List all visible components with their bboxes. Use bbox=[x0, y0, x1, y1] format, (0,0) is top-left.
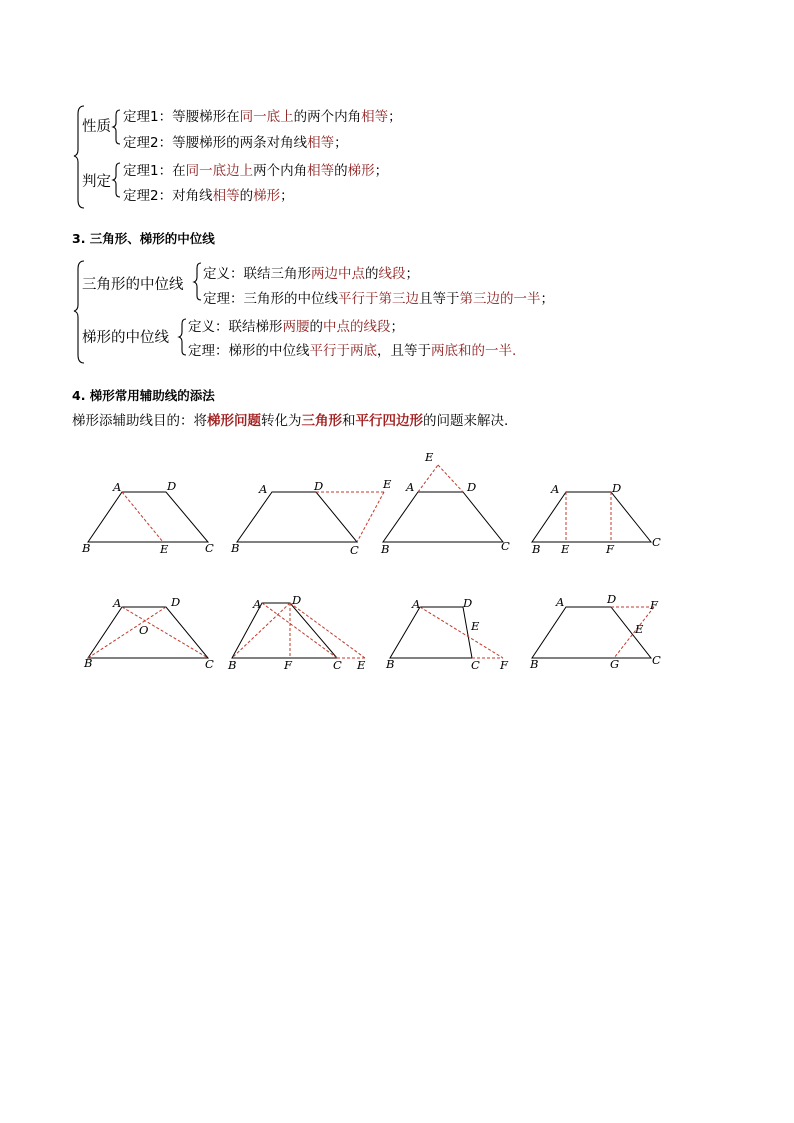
fig4-label-C: C bbox=[652, 535, 661, 549]
fig2-label-E: E bbox=[383, 477, 392, 491]
fig5-label-D: D bbox=[171, 595, 181, 609]
fig2-aux-EC bbox=[357, 492, 384, 542]
fig4-label-A: A bbox=[551, 482, 560, 496]
xingzhi-theorem-2: 定理2：等腰梯形的两条对角线相等； bbox=[123, 135, 348, 151]
fig4-label-B: B bbox=[532, 542, 541, 556]
panding-theorem-1: 定理1：在同一底边上两个内角相等的梯形； bbox=[123, 163, 389, 179]
fig3-label-E: E bbox=[425, 450, 434, 464]
fig5-aux-AC bbox=[122, 607, 208, 658]
fig6-label-C: C bbox=[333, 658, 342, 672]
section-3-heading: 3. 三角形、梯形的中位线 bbox=[72, 231, 215, 246]
trap-midline-definition: 定义：联结梯形两腰的中点的线段； bbox=[188, 319, 404, 335]
fig4-label-D: D bbox=[612, 481, 622, 495]
fig6-aux-DE bbox=[290, 603, 365, 658]
panding-theorem-2: 定理2：对角线相等的梯形； bbox=[123, 188, 294, 204]
fig8-label-C: C bbox=[652, 653, 661, 667]
fig8-label-D: D bbox=[607, 592, 617, 606]
fig3-trapezoid bbox=[383, 492, 503, 542]
fig5-label-B: B bbox=[84, 656, 93, 670]
fig5-label-A: A bbox=[113, 596, 122, 610]
fig8-label-B: B bbox=[530, 657, 539, 671]
xingzhi-brace-icon bbox=[113, 110, 120, 144]
fig6-aux-DB bbox=[232, 603, 290, 658]
xingzhi-label: 性质 bbox=[82, 119, 111, 135]
xingzhi-theorem-1: 定理1：等腰梯形在同一底上的两个内角相等； bbox=[123, 109, 402, 125]
fig7-label-E: E bbox=[471, 619, 480, 633]
fig2-label-B: B bbox=[231, 541, 240, 555]
fig2-label-D: D bbox=[314, 479, 324, 493]
trap-midline-label: 梯形的中位线 bbox=[82, 330, 169, 346]
fig7-label-F: F bbox=[500, 658, 508, 672]
section-4-heading: 4. 梯形常用辅助线的添法 bbox=[72, 388, 215, 403]
fig6-label-A: A bbox=[253, 597, 262, 611]
fig5-aux-DB bbox=[88, 607, 166, 658]
fig1-label-C: C bbox=[205, 541, 214, 555]
fig6-label-F: F bbox=[284, 658, 292, 672]
fig7-label-B: B bbox=[386, 657, 395, 671]
fig1-label-B: B bbox=[82, 541, 91, 555]
fig6-label-E: E bbox=[357, 658, 366, 672]
fig1-label-E: E bbox=[160, 542, 169, 556]
tri-midline-label: 三角形的中位线 bbox=[82, 277, 184, 293]
panding-brace-icon bbox=[113, 163, 120, 197]
panding-label: 判定 bbox=[82, 174, 111, 190]
fig7-label-D: D bbox=[463, 596, 473, 610]
fig2-trapezoid bbox=[237, 492, 357, 542]
fig8-label-G: G bbox=[610, 657, 620, 671]
tri-midline-definition: 定义：联结三角形两边中点的线段； bbox=[203, 266, 419, 282]
fig6-label-D: D bbox=[292, 593, 302, 607]
trap-midline-theorem: 定理：梯形的中位线平行于两底，且等于两底和的一半. bbox=[188, 343, 517, 359]
fig3-label-D: D bbox=[467, 480, 477, 494]
fig8-label-F: F bbox=[650, 598, 658, 612]
fig2-label-C: C bbox=[350, 543, 359, 557]
fig8-aux-FG bbox=[614, 607, 654, 658]
auxiliary-line-figures bbox=[0, 440, 794, 700]
fig2-label-A: A bbox=[259, 482, 268, 496]
tri-midline-brace-icon bbox=[194, 263, 201, 300]
fig3-label-A: A bbox=[406, 480, 415, 494]
fig3-aux-AE bbox=[418, 465, 438, 492]
fig7-trapezoid bbox=[390, 607, 472, 658]
fig4-label-E: E bbox=[561, 542, 570, 556]
fig6-aux-AC bbox=[262, 603, 337, 658]
fig1-label-A: A bbox=[113, 480, 122, 494]
fig7-label-C: C bbox=[471, 658, 480, 672]
fig8-label-A: A bbox=[556, 595, 565, 609]
fig3-label-C: C bbox=[501, 539, 510, 553]
fig3-label-B: B bbox=[381, 542, 390, 556]
fig8-trapezoid bbox=[532, 607, 651, 658]
fig6-trapezoid bbox=[232, 603, 337, 658]
section-4-intro: 梯形添辅助线目的：将梯形问题转化为三角形和平行四边形的问题来解决. bbox=[72, 413, 509, 429]
fig6-label-B: B bbox=[228, 658, 237, 672]
fig7-aux-AF bbox=[420, 607, 503, 658]
fig4-trapezoid bbox=[532, 492, 651, 542]
fig4-label-F: F bbox=[606, 542, 614, 556]
trap-midline-brace-icon bbox=[179, 319, 186, 355]
fig1-aux-AE bbox=[122, 492, 163, 542]
tri-midline-theorem: 定理：三角形的中位线平行于第三边且等于第三边的一半； bbox=[203, 291, 554, 307]
fig1-trapezoid bbox=[88, 492, 208, 542]
fig3-aux-ED bbox=[438, 465, 463, 492]
fig7-label-A: A bbox=[412, 597, 421, 611]
fig1-label-D: D bbox=[167, 479, 177, 493]
fig5-label-O: O bbox=[139, 623, 149, 637]
midline-brace-group bbox=[72, 259, 202, 365]
fig5-label-C: C bbox=[205, 657, 214, 671]
fig8-label-E: E bbox=[635, 622, 644, 636]
